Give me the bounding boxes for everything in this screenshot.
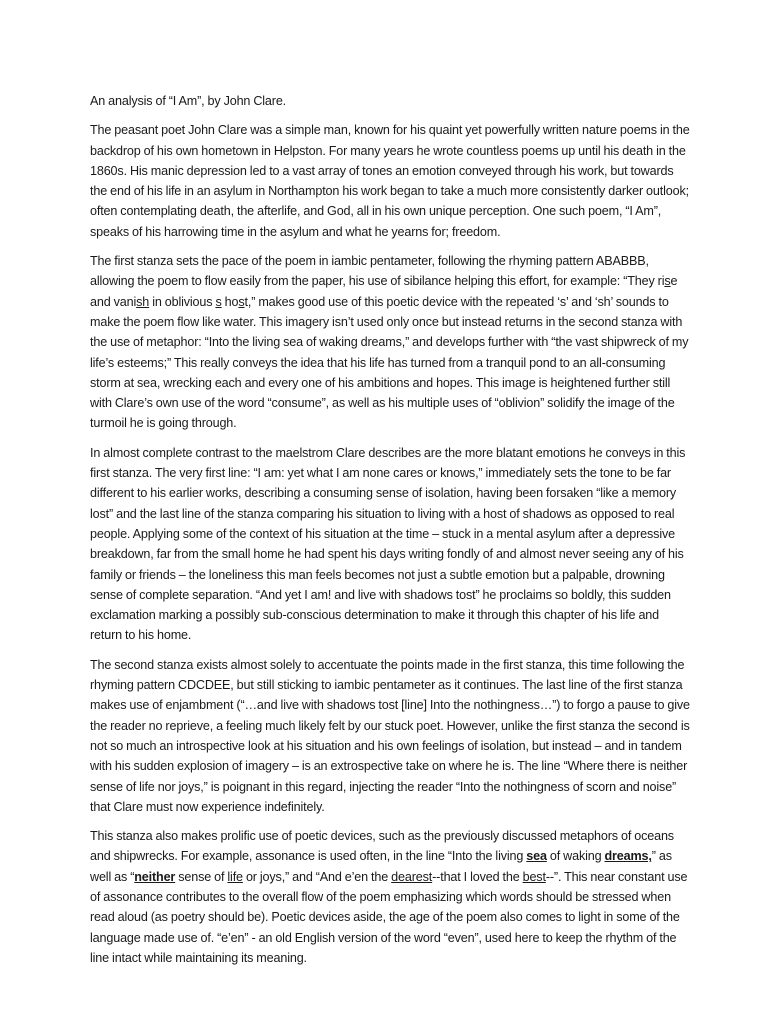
document-page — [90, 91, 690, 965]
underlined-bold-word: neither — [134, 869, 176, 884]
paragraph-5 — [90, 826, 690, 965]
text-run: The peasant poet John Clare was a simple man, known for his quaint yet powerfully written nature poems in the backdrop of his own hometown in Helpston. For many years he wrote countless poems up until his death in the 1860s. His manic depression led to a vast array of tones an emotion conveyed through his work, but towards the end of his life in an asylum in Northampton his work began to take a much more consistently darker outlook; often contemplating death, the afterlife, and God, all in his own unique perception. One such poem, “I Am”, speaks of his harrowing time in the asylum and what he yearns for; freedom. — [90, 123, 690, 239]
text-run: The second stanza exists almost solely to accentuate the points made in the first stanza, this time following the rhyming pattern CDCDEE, but still sticking to iambic pentameter as it continues. The last line of the first stanza makes use of enjambment (“…and live with shadows tost [line] Into the nothingness…”) to forgo a pause to give the reader no reprieve, a feeling much likely felt by our stuck poet. However, unlike the first stanza the second is not so much an introspective look at his situation and his own feelings of isolation, but instead – and in tandem with his sudden explosion of imagery – is an extrospective take on where he is. The line “Where there is neither sense of life nor joys,” is poignant in this regard, injecting the reader “Into the nothingness of scorn and noise” that Clare must now experience indefinitely. — [90, 657, 690, 814]
paragraph-4 — [90, 655, 690, 817]
text-run: This stanza also makes prolific use of poetic devices, such as the previously discussed metaphors of oceans and shipwrecks. For example, assonance is used often, in the line “Into the living — [90, 829, 674, 864]
underlined-word: dearest — [391, 869, 433, 884]
text-run: --that I loved the — [432, 869, 523, 884]
text-run: in oblivious — [149, 294, 216, 309]
document-title: An analysis of “I Am”, by John Clare. — [90, 94, 287, 108]
paragraph-2 — [90, 251, 690, 434]
text-run: ho — [221, 294, 239, 309]
text-run: The first stanza sets the pace of the poem in iambic pentameter, following the rhyming pattern ABABBB, allowing the poem to flow easily from the paper, his use of sibilance helping this effort, for example: “They ri — [90, 254, 665, 289]
text-run: or joys,” and “And e’en the — [242, 869, 392, 884]
paragraph-3 — [90, 443, 690, 646]
text-run: In almost complete contrast to the maelstrom Clare describes are the more blatant emotions he conveys in this first stanza. The very first line: “I am: yet what I am none cares or knows,” immediately sets the tone to be far different to his earlier works, describing a consuming sense of isolation, having been forsaken “like a memory lost” and the last line of the stanza comparing his situation to living with a host of shadows as opposed to real people. Applying some of the context of his situation at the time – stuck in a mental asylum after a depressive breakdown, far from the small home he had spent his days writing fondly of and almost never seeing any of his family or friends – the loneliness this man feels becomes not just a subtle emotion but a palpable, drowning sense of complete separation. “And yet I am! and live with shadows tost” he proclaims so boldly, this sudden exclamation marking a possibly sub-conscious determination to make it through this chapter of his life and return to his home. — [90, 445, 686, 643]
text-run: ” as well as “ — [90, 849, 672, 884]
paragraph-1 — [90, 120, 690, 242]
text-run: t,” makes good use of this poetic device with the repeated ‘s’ and ‘sh’ sounds to make the poem flow like water. This imagery isn’t used only once but instead returns in the second stanza with the use of metaphor: “Into the living sea of waking dreams,” and develops further with “the vast shipwreck of my life’s esteems;” This really conveys the idea that his life has turned from a tranquil pond to an all-consuming storm at sea, wrecking each and every one of his ambitions and hopes. This image is heightened further still with Clare’s own use of the word “consume”, as well as his multiple uses of “oblivion” solidify the image of the turmoil he is going through. — [90, 294, 689, 431]
underlined-bold-word: dreams, — [604, 849, 652, 864]
underlined-word: sh — [136, 294, 150, 309]
underlined-word: best — [522, 869, 546, 884]
underlined-word: s — [664, 274, 671, 289]
text-run: sense of — [175, 869, 228, 884]
underlined-bold-word: sea — [526, 849, 547, 864]
text-run: of waking — [546, 849, 605, 864]
text-run: --”. This near constant use of assonance contributes to the overall flow of the poem emphasizing which words should be stressed when read aloud (as poetry should be). Poetic devices aside, the age of the poem also comes to light in some of the language made use of. “e’en” - an old English version of the word “even”, used here to keep the rhythm of the line intact while maintaining its meaning. — [90, 869, 688, 965]
underlined-word: s — [215, 294, 222, 309]
text-run: e and vani — [90, 274, 678, 309]
underlined-word: life — [227, 869, 243, 884]
underlined-word: s — [238, 294, 245, 309]
